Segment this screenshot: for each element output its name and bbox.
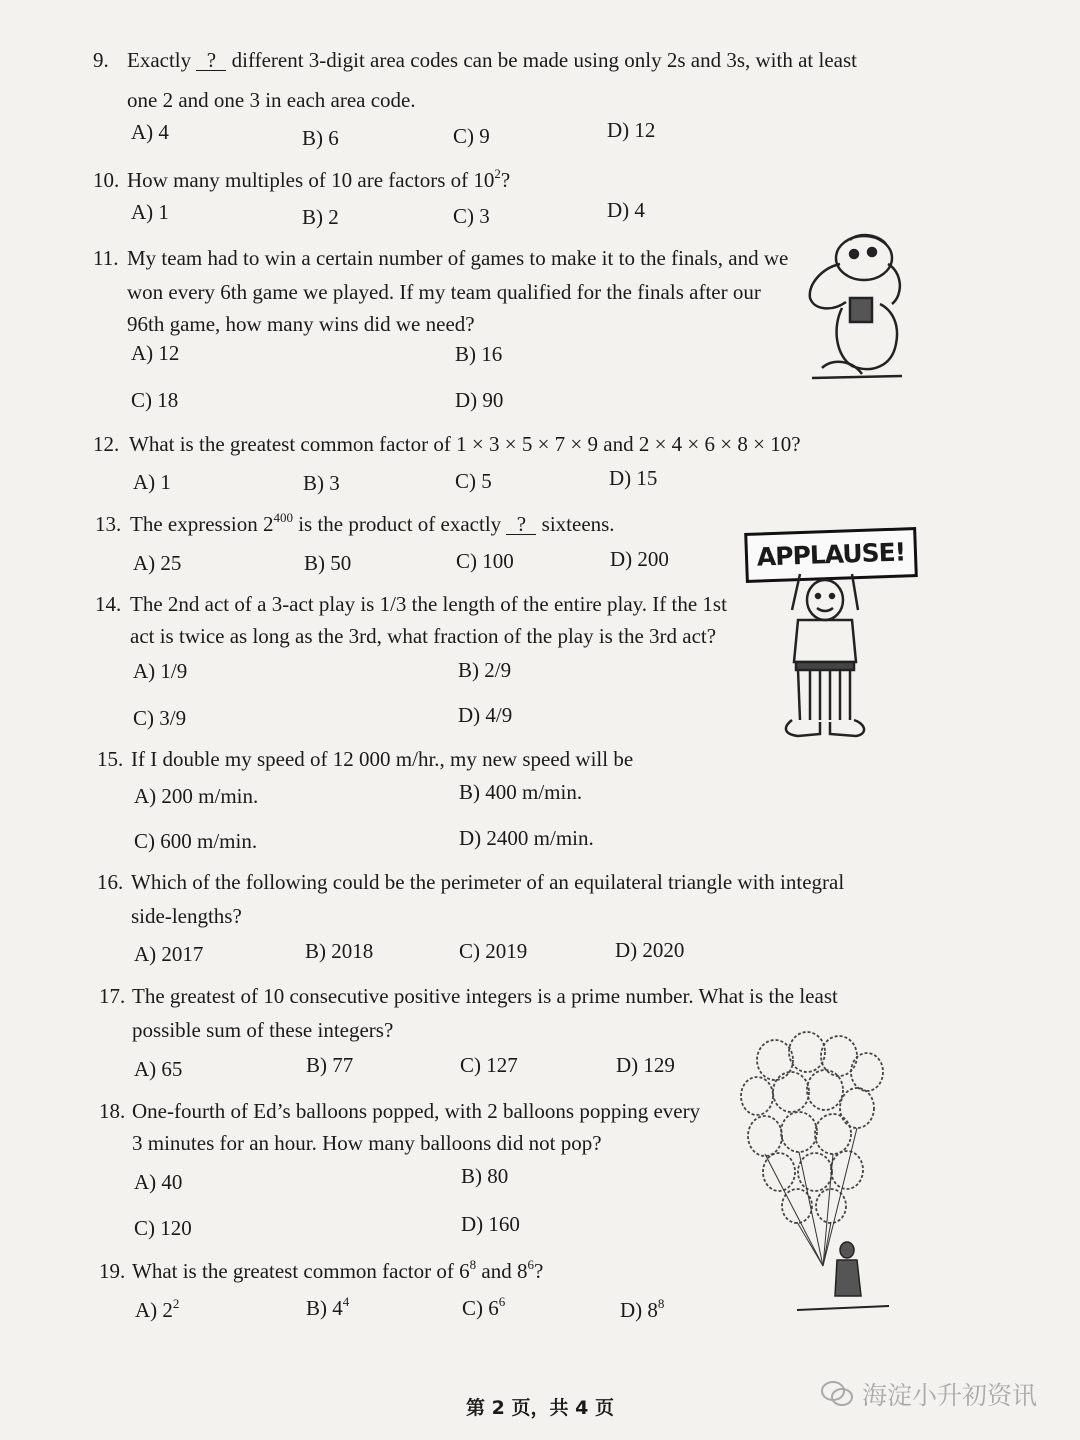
question-text: How many multiples of 10 are factors of $10^2$? [127, 166, 511, 192]
option-d: D) $8^8$ [620, 1296, 665, 1322]
option-d: D) 2400 m/min. [459, 826, 594, 850]
question-text-line1: My team had to win a certain number of games to make it to the finals, and we [127, 246, 789, 270]
option-b: B) $4^4$ [306, 1294, 350, 1320]
answer-blank: ? [196, 50, 226, 71]
option-a: A) 40 [134, 1170, 183, 1194]
option-d: D) 160 [461, 1212, 520, 1236]
option-d: D) 90 [455, 388, 504, 412]
option-b: B) 3 [303, 471, 340, 495]
option-a: A) 1/9 [133, 659, 188, 683]
question-text-line1: The greatest of 10 consecutive positive integers is a prime number. What is the least [132, 984, 838, 1008]
applause-sign: APPLAUSE! [744, 527, 918, 583]
option-a: A) 200 m/min. [134, 784, 259, 808]
question-text-line2: act is twice as long as the 3rd, what fraction of the play is the 3rd act? [130, 624, 717, 648]
question-number: 16. [97, 870, 124, 894]
option-d: D) 200 [610, 547, 669, 571]
question-number: 13. [95, 512, 122, 536]
option-c: C) 127 [460, 1053, 518, 1077]
balloons-illustration [735, 1030, 895, 1320]
question-number: 10. [93, 168, 120, 192]
question-text: Exactly ? different 3-digit area codes can be made using only 2s and 3s, with at least [127, 48, 857, 72]
option-a: A) 4 [131, 120, 169, 144]
option-c: C) 5 [455, 469, 492, 493]
option-d: D) 4 [607, 198, 645, 222]
question-text: What is the greatest common factor of 1 × 3 × 5 × 7 × 9 and 2 × 4 × 6 × 8 × 10? [129, 432, 801, 456]
option-d: D) 2020 [615, 938, 685, 962]
option-b: B) 400 m/min. [459, 780, 583, 804]
option-a: A) 2017 [134, 942, 204, 966]
question-text-line2: won every 6th game we played. If my team qualified for the finals after our [127, 280, 761, 304]
question-number: 17. [99, 984, 126, 1008]
option-d: D) 129 [616, 1053, 675, 1077]
option-b: B) 2/9 [458, 658, 512, 682]
option-d: D) 15 [609, 466, 658, 490]
option-c: C) 3/9 [133, 706, 187, 730]
option-b: B) 50 [304, 551, 352, 575]
option-c: C) 120 [134, 1216, 192, 1240]
option-a: A) $2^2$ [135, 1296, 180, 1322]
option-b: B) 77 [306, 1053, 354, 1077]
question-text: If I double my speed of 12 000 m/hr., my new speed will be [131, 747, 634, 771]
question-number: 11. [93, 246, 119, 270]
wechat-icon [820, 1380, 854, 1408]
question-text: The expression $2^{400}$ is the product of exactly ? sixteens. [130, 510, 615, 536]
option-c: C) 18 [131, 388, 179, 412]
page-footer: 第 2 页，共 4 页 [466, 1397, 614, 1419]
watermark-text: 海淀小升初资讯 [862, 1381, 1038, 1410]
option-a: A) 65 [134, 1057, 183, 1081]
question-text-line2: possible sum of these integers? [132, 1018, 394, 1042]
option-d: D) 4/9 [458, 703, 513, 727]
question-number: 18. [99, 1099, 126, 1123]
option-b: B) 2 [302, 205, 339, 229]
question-text-line1: One-fourth of Ed’s balloons popped, with 2 balloons popping every [132, 1099, 701, 1123]
option-b: B) 2018 [305, 939, 374, 963]
question-text-line2: side-lengths? [131, 904, 242, 928]
option-b: B) 6 [302, 126, 339, 150]
option-a: A) 12 [131, 341, 180, 365]
answer-blank: ? [506, 514, 536, 535]
question-number: 12. [93, 432, 120, 456]
option-c: C) 100 [456, 549, 514, 573]
question-text-line3: 96th game, how many wins did we need? [127, 312, 475, 336]
question-text-line1: The 2nd act of a 3-act play is 1/3 the length of the entire play. If the 1st [130, 592, 727, 616]
question-number: 15. [97, 747, 124, 771]
option-c: C) 600 m/min. [134, 829, 258, 853]
question-text-line2: 3 minutes for an hour. How many balloons did not pop? [132, 1131, 602, 1155]
option-b: B) 80 [461, 1164, 509, 1188]
option-d: D) 12 [607, 118, 656, 142]
question-text-line1: Which of the following could be the perimeter of an equilateral triangle with integral [131, 870, 845, 894]
wechat-watermark [820, 1376, 1037, 1412]
option-c: C) 2019 [459, 939, 528, 963]
dog-illustration [792, 228, 912, 388]
option-a: A) 1 [133, 470, 171, 494]
applause-person-illustration [770, 570, 880, 745]
question-text-line2: one 2 and one 3 in each area code. [127, 88, 416, 112]
option-b: B) 16 [455, 342, 503, 366]
question-number: 19. [99, 1259, 126, 1283]
option-c: C) 9 [453, 124, 490, 148]
question-number: 9. [93, 48, 109, 72]
option-a: A) 25 [133, 551, 182, 575]
question-text: What is the greatest common factor of $6^8$ and $8^6$? [132, 1257, 544, 1283]
option-a: A) 1 [131, 200, 169, 224]
question-number: 14. [95, 592, 122, 616]
option-c: C) $6^6$ [462, 1294, 506, 1320]
option-c: C) 3 [453, 204, 490, 228]
